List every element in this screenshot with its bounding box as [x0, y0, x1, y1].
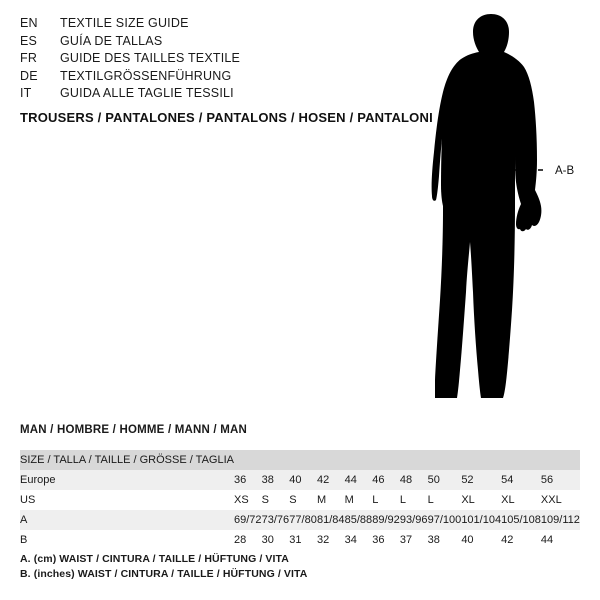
cell: 81/84	[317, 510, 345, 530]
footnote-b: B. (inches) WAIST / CINTURA / TAILLE / HÜFTUNG / VITA	[20, 568, 308, 580]
cell: 54	[501, 470, 541, 490]
language-text: TEXTILE SIZE GUIDE	[60, 16, 189, 30]
cell: 50	[428, 470, 462, 490]
cell: 44	[345, 470, 373, 490]
language-row	[20, 51, 380, 69]
man-silhouette-figure	[395, 10, 595, 410]
cell: 44	[541, 530, 580, 550]
language-code: ES	[20, 33, 38, 48]
cell: 40	[289, 470, 317, 490]
language-text: GUÍA DE TALLAS	[60, 33, 163, 48]
cell	[289, 450, 317, 470]
language-row	[20, 34, 380, 52]
cell: 69/72	[234, 510, 262, 530]
cell: L	[400, 490, 428, 510]
cell: M	[317, 490, 345, 510]
cell	[461, 450, 501, 470]
cell: 48	[400, 470, 428, 490]
row-label: B	[20, 530, 234, 550]
cell: XL	[461, 490, 501, 510]
cell: L	[428, 490, 462, 510]
row-label: Europe	[20, 470, 234, 490]
cell: 97/100	[428, 510, 462, 530]
table-row-europe	[20, 470, 580, 490]
cell: 30	[262, 530, 290, 550]
measure-label-ab: A-B	[555, 165, 575, 177]
table-row-size-header	[20, 450, 580, 470]
cell: 37	[400, 530, 428, 550]
table-row-a	[20, 510, 580, 530]
language-row	[20, 16, 380, 34]
language-row	[20, 86, 380, 104]
table-row-b	[20, 530, 580, 550]
language-code: IT	[20, 86, 32, 100]
language-text: GUIDA ALLE TAGLIE TESSILI	[60, 86, 234, 100]
language-list	[20, 16, 380, 104]
language-text: TEXTILGRÖSSENFÜHRUNG	[60, 68, 232, 83]
cell: 101/104	[461, 510, 501, 530]
cell: 36	[372, 530, 400, 550]
cell: 73/76	[262, 510, 290, 530]
cell: 93/96	[400, 510, 428, 530]
cell: 52	[461, 470, 501, 490]
language-code: DE	[20, 68, 38, 83]
cell: 42	[317, 470, 345, 490]
category-title: TROUSERS / PANTALONES / PANTALONS / HOSEN / PANTALONI	[20, 110, 433, 125]
cell	[317, 450, 345, 470]
cell	[400, 450, 428, 470]
cell: 89/92	[372, 510, 400, 530]
cell: 56	[541, 470, 580, 490]
cell	[234, 450, 262, 470]
table-section-title: MAN / HOMBRE / HOMME / MANN / MAN	[20, 424, 248, 436]
footnotes	[20, 552, 307, 582]
language-code: EN	[20, 16, 38, 30]
cell	[372, 450, 400, 470]
cell	[541, 450, 580, 470]
row-label: SIZE / TALLA / TAILLE / GRÖSSE / TAGLIA	[20, 450, 234, 470]
cell: 85/88	[345, 510, 373, 530]
cell: 32	[317, 530, 345, 550]
cell: 34	[345, 530, 373, 550]
footnote-a: A. (cm) WAIST / CINTURA / TAILLE / HÜFTUNG / VITA	[20, 553, 289, 565]
row-label: US	[20, 490, 234, 510]
language-code: FR	[20, 51, 38, 65]
cell: XXL	[541, 490, 580, 510]
language-row	[20, 69, 380, 87]
size-table	[20, 450, 580, 550]
cell: 42	[501, 530, 541, 550]
cell	[501, 450, 541, 470]
cell: 105/108	[501, 510, 541, 530]
cell	[345, 450, 373, 470]
cell: 40	[461, 530, 501, 550]
cell	[262, 450, 290, 470]
cell: XL	[501, 490, 541, 510]
cell: 46	[372, 470, 400, 490]
silhouette-icon	[395, 10, 595, 410]
cell: L	[372, 490, 400, 510]
cell: 38	[428, 530, 462, 550]
cell	[428, 450, 462, 470]
language-text: GUIDE DES TAILLES TEXTILE	[60, 51, 241, 65]
cell: S	[262, 490, 290, 510]
row-label: A	[20, 510, 234, 530]
cell: 31	[289, 530, 317, 550]
cell: 36	[234, 470, 262, 490]
cell: 77/80	[289, 510, 317, 530]
cell: XS	[234, 490, 262, 510]
cell: S	[289, 490, 317, 510]
cell: 109/112	[541, 510, 580, 530]
cell: 38	[262, 470, 290, 490]
cell: M	[345, 490, 373, 510]
table-row-us	[20, 490, 580, 510]
cell: 28	[234, 530, 262, 550]
